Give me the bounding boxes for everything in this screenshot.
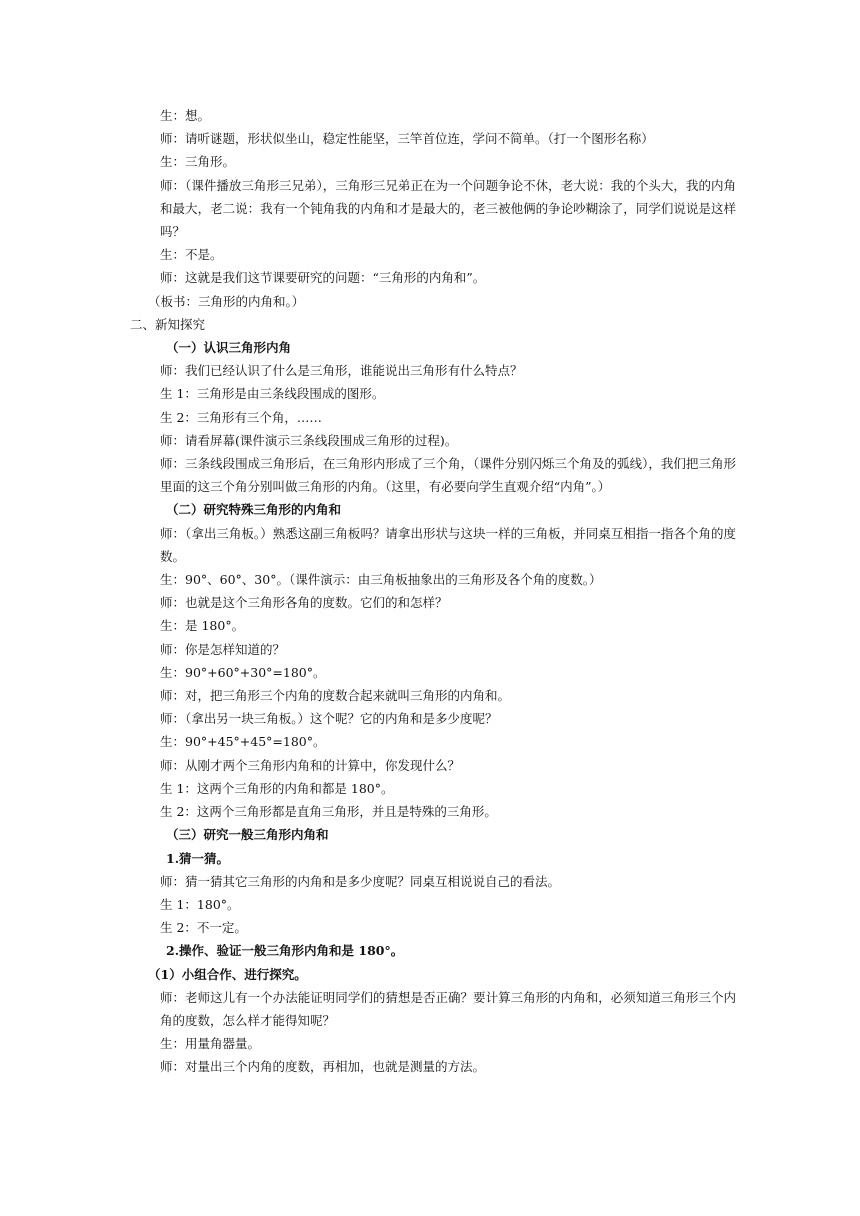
paragraph: 生 2：不一定。 [160,920,247,936]
step-heading: 2.操作、验证一般三角形内角和是 180°。 [166,943,404,959]
paragraph: 师：（课件播放三角形三兄弟），三角形三兄弟正在为一个问题争论不休，老大说：我的个头大，我的内角和最大，老二说：我有一个钝角我的内角和才是最大的，老三被他俩的争论吵糊涂了，同学们说说是这样吗？ [160,177,736,240]
paragraph: 生：是 180°。 [160,618,245,634]
paragraph: 师：对，把三角形三个内角的度数合起来就叫三角形的内角和。 [160,688,511,704]
paragraph: 生：想。 [160,108,211,123]
paragraph: 师：你是怎样知道的？ [160,641,286,657]
paragraph: 师：我们已经认识了什么是三角形，谁能说出三角形有什么特点？ [160,363,523,379]
paragraph: 师：（拿出另一块三角板。）这个呢？它的内角和是多少度呢？ [160,711,498,727]
paragraph: 生 1：180°。 [160,896,240,912]
paragraph: 生 1：三角形是由三条线段围成的图形。 [160,386,385,402]
paragraph: 生：90°+60°+30°=180°。 [160,664,326,680]
document-body [130,104,736,1079]
paragraph: 师：（拿出三角板。）熟悉这副三角板吗？请拿出形状与这块一样的三角板，并同桌互相指一指各个角的度数。 [160,525,736,564]
paragraph: 师：这就是我们这节课要研究的问题：“三角形的内角和”。 [160,270,486,286]
paragraph: 生：90°、60°、30°。（课件演示：由三角板抽象出的三角形及各个角的度数。） [160,572,602,588]
section-heading: 二、新知探究 [130,316,206,332]
subsection-heading: （三）研究一般三角形内角和 [166,827,329,843]
paragraph: 师：对量出三个内角的度数，再相加，也就是测量的方法。 [160,1059,486,1075]
paragraph: 师：也就是这个三角形各角的度数。它们的和怎样？ [160,595,448,611]
paragraph: 生 2：三角形有三个角，…… [160,409,322,425]
paragraph: 生：90°+45°+45°=180°。 [160,734,326,750]
paragraph: 师：三条线段围成三角形后，在三角形内形成了三个角，（课件分别闪烁三个角及的弧线），我们把三角形里面的这三个角分别叫做三角形的内角。（这里，有必要向学生直观介绍“内角”。） [160,456,736,495]
paragraph: 师：老师这儿有一个办法能证明同学们的猜想是否正确？要计算三角形的内角和，必须知道三角形三个内角的度数，怎么样才能得知呢？ [160,989,736,1028]
paragraph: 生：三角形。 [160,154,236,170]
paragraph: 师：请听谜题，形状似坐山，稳定性能坚，三竿首位连，学问不简单。（打一个图形名称） [160,131,654,147]
paragraph: 生：用量角器量。 [160,1036,261,1052]
step-heading: 1.猜一猜。 [166,850,230,866]
paragraph: 师：请看屏幕(课件演示三条线段围成三角形的过程)。 [160,432,458,448]
subsection-heading: （二）研究特殊三角形的内角和 [166,502,342,518]
subsection-heading: （一）认识三角形内角 [166,340,292,356]
paragraph: 师：猜一猜其它三角形的内角和是多少度呢？同桌互相说说自己的看法。 [160,873,561,889]
step-heading: （1）小组合作、进行探究。 [148,966,307,982]
paragraph: （板书：三角形的内角和。） [148,293,305,309]
paragraph: 生 1：这两个三角形的内角和都是 180°。 [160,780,394,796]
paragraph: 师：从刚才两个三角形内角和的计算中，你发现什么？ [160,757,461,773]
paragraph: 生 2：这两个三角形都是直角三角形，并且是特殊的三角形。 [160,804,497,820]
paragraph: 生：不是。 [160,247,223,263]
